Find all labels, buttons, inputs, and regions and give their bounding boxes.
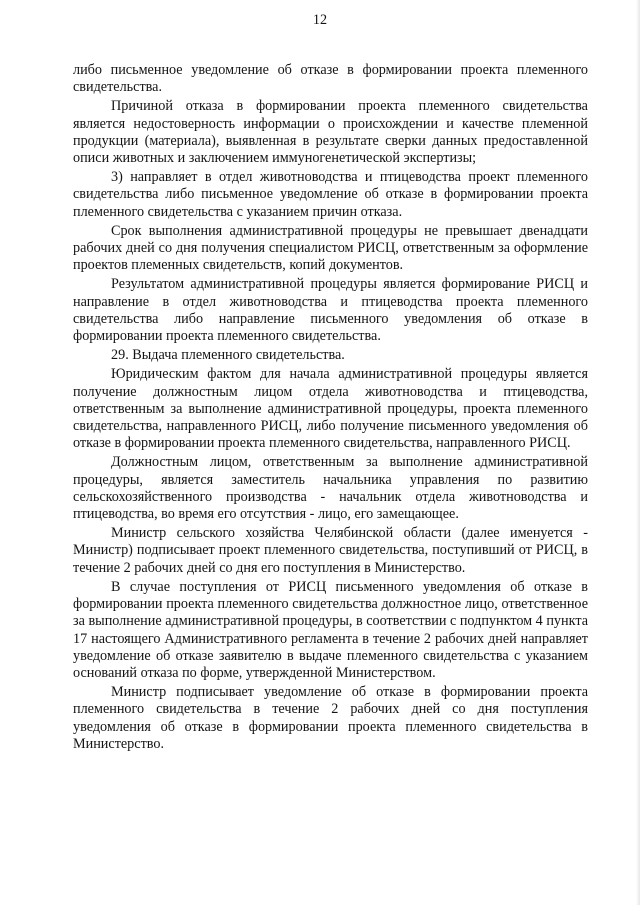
paragraph-refusal-reason: Причиной отказа в формировании проекта племенного свидетельства является недостоверность информации о происхождении и качестве племенной продукции (материала), выявленная в результате сверки данных предоставленной описи животных и заключением иммуногенетической экспертизы; (73, 98, 588, 167)
section-heading-29: 29. Выдача племенного свидетельства. (111, 347, 345, 364)
paragraph-responsible-official: Должностным лицом, ответственным за выполнение административной процедуры, является заместитель начальника управления по развитию сельскохозяйственного производства - начальник отдела животноводства и птицеводства, во время его отсутствия - лицо, его замещающее. (73, 454, 588, 523)
document-body (73, 62, 588, 755)
paragraph-refusal-notice: В случае поступления от РИСЦ письменного уведомления об отказе в формировании проекта племенного свидетельства должностное лицо, ответственное за выполнение административной процедуры, в соответствии с подпунктом 4 пункта 17 настоящего Административного регламента в течение 2 рабочих дней направляет уведомление об отказе заявителю в выдаче племенного свидетельства с указанием оснований отказа по форме, утвержденной Министерством. (73, 578, 588, 681)
paragraph-minister-signs-refusal: Министр подписывает уведомление об отказе в формировании проекта племенного свидетельства в течение 2 рабочих дней со дня поступления уведомления об отказе в формировании проекта племенного свидетельства в Министерство. (73, 684, 588, 752)
paragraph-result: Результатом административной процедуры является формирование РИСЦ и направление в отдел животноводства и птицеводства проекта племенного свидетельства либо направление письменного уведомления об отказе в формировании проекта племенного свидетельства. (73, 276, 588, 345)
paragraph-continuation: либо письменное уведомление об отказе в формировании проекта племенного свидетельства. (73, 62, 588, 96)
scan-edge (636, 0, 640, 905)
page-number: 12 (312, 12, 328, 28)
paragraph-item-3: 3) направляет в отдел животноводства и птицеводства проект племенного свидетельства либо письменное уведомление об отказе в формировании проекта племенного свидетельства с указанием причин отказа. (73, 169, 588, 220)
paragraph-minister-signs: Министр сельского хозяйства Челябинской области (далее именуется - Министр) подписывает проект племенного свидетельства, поступивший от РИСЦ, в течение 2 рабочих дней со дня его поступления в Министерство. (73, 525, 588, 576)
paragraph-deadline: Срок выполнения административной процедуры не превышает двенадцати рабочих дней со дня получения специалистом РИСЦ, ответственным за оформление проектов племенных свидетельств, копий документов. (73, 222, 588, 274)
paragraph-legal-fact: Юридическим фактом для начала административной процедуры является получение должностным лицом отдела животноводства и птицеводства, ответственным за выполнение административной процедуры, проекта племенного свидетельства, направленного РИСЦ, либо получение письменного уведомления об отказе в формировании проекта племенного свидетельства, направленного РИСЦ. (73, 366, 588, 452)
